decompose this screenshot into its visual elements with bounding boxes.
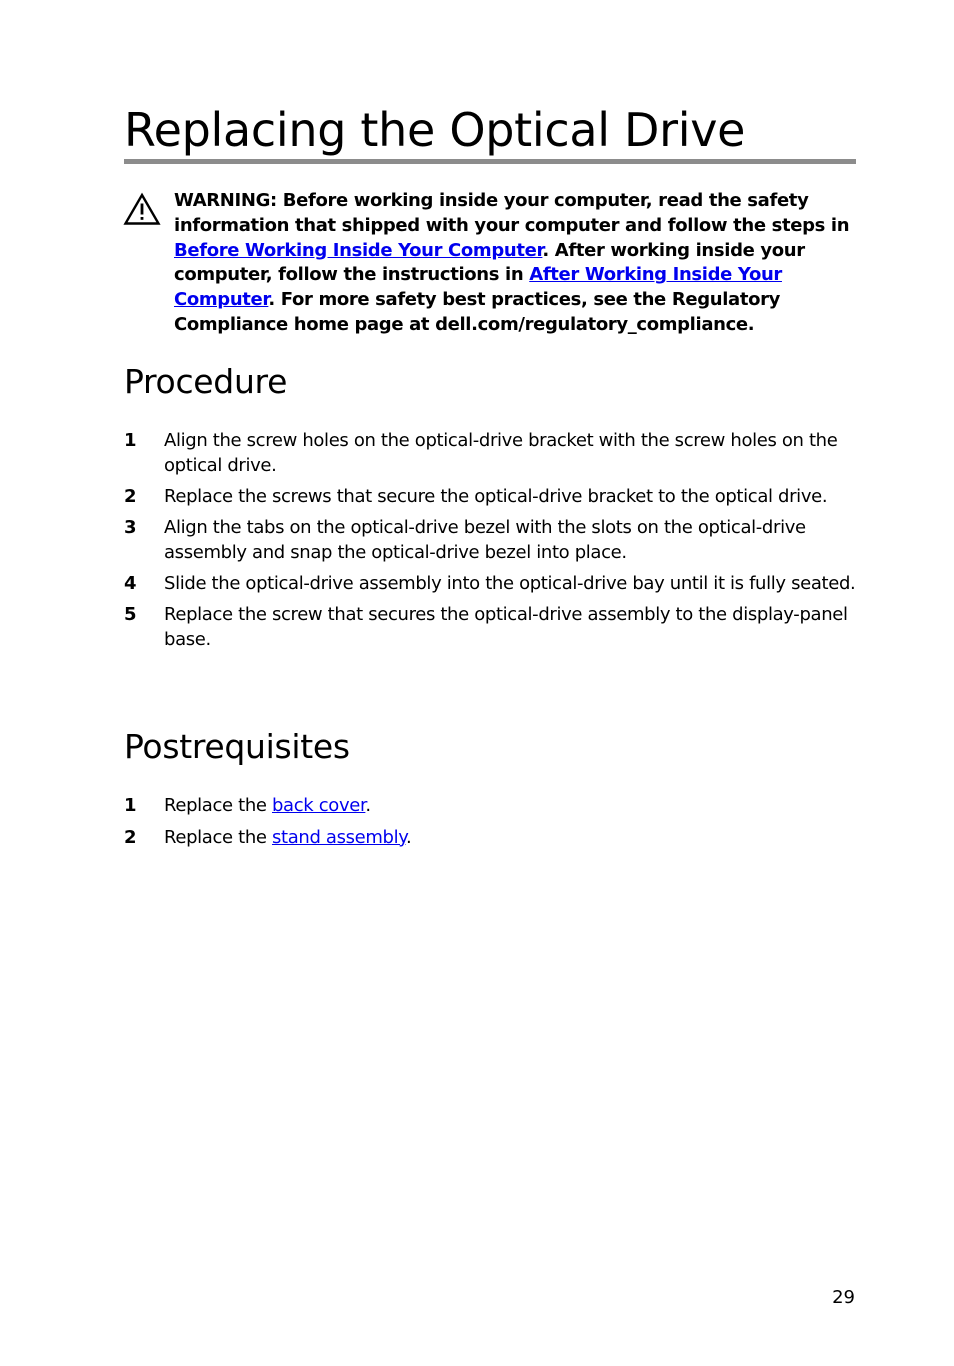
step-number: 1	[124, 430, 137, 451]
step-text: Replace the screw that secures the optical-drive assembly to the display-panel base.	[164, 604, 848, 651]
step-text-prefix: Replace the	[164, 826, 272, 848]
step-text: Replace the screws that secure the optical-drive bracket to the optical drive.	[164, 485, 828, 507]
step-text-suffix: .	[365, 795, 371, 816]
postrequisites-steps	[124, 794, 856, 851]
procedure-step	[124, 429, 856, 479]
page-title: Replacing the Optical Drive	[124, 103, 746, 157]
procedure-step	[124, 603, 856, 653]
after-working-inside-link[interactable]: After Working Inside Your Computer	[174, 264, 782, 311]
before-working-inside-link[interactable]: Before Working Inside Your Computer	[174, 239, 543, 261]
procedure-step	[124, 572, 856, 597]
procedure-heading: Procedure	[124, 362, 288, 401]
step-text-prefix: Replace the	[164, 795, 272, 816]
page-number: 29	[832, 1287, 855, 1308]
step-text: Align the tabs on the optical-drive bezel with the slots on the optical-drive assembly and snap the optical-drive bezel into place.	[164, 517, 806, 563]
procedure-steps	[124, 429, 856, 653]
step-text-suffix: .	[406, 826, 412, 848]
warning-triangle-icon	[123, 192, 161, 226]
warning-text-part-2: . After working inside your computer, follow the instructions in	[174, 239, 805, 286]
warning-text-part-1: WARNING: Before working inside your computer, read the safety information that shipped with your computer and follow the steps in	[174, 190, 850, 236]
step-number: 1	[124, 795, 137, 816]
title-rule	[124, 159, 856, 164]
step-text	[164, 794, 856, 819]
step-number: 2	[124, 485, 137, 507]
step-number: 5	[124, 604, 137, 626]
procedure-step	[124, 485, 856, 510]
postrequisite-step	[124, 794, 856, 819]
warning-text	[174, 189, 854, 338]
step-number: 2	[124, 826, 137, 848]
procedure-step	[124, 516, 856, 566]
stand-assembly-link[interactable]: stand assembly	[271, 826, 407, 848]
warning-text-part-3: . For more safety best practices, see the Regulatory Compliance home page at dell.com/regulatory_compliance.	[174, 289, 780, 335]
step-text	[164, 826, 856, 851]
step-text: Align the screw holes on the optical-drive bracket with the screw holes on the optical drive.	[164, 430, 838, 476]
step-number: 4	[124, 573, 137, 595]
postrequisite-step	[124, 826, 856, 851]
step-text: Slide the optical-drive assembly into the optical-drive bay until it is fully seated.	[164, 573, 856, 595]
postrequisites-heading: Postrequisites	[124, 727, 350, 766]
step-number: 3	[124, 517, 137, 539]
back-cover-link[interactable]: back cover	[271, 795, 366, 816]
